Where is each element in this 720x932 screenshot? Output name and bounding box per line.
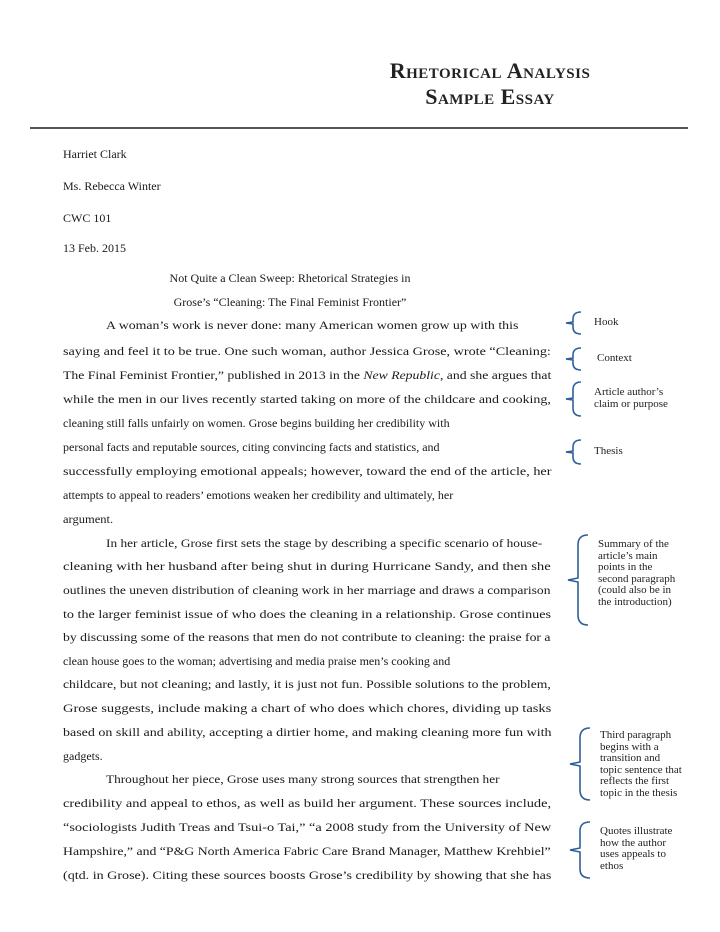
- publication-name: New Republic: [363, 368, 440, 382]
- essay-line: childcare, but not cleaning; and lastly, it is just not fun. Possible solutions to the problem,: [63, 677, 551, 691]
- annotation-third-paragraph: [600, 730, 682, 799]
- essay-line: attempts to appeal to readers’ emotions weaken her credibility and ultimately, her: [63, 488, 454, 502]
- essay-line: gadgets.: [63, 749, 103, 763]
- essay-line: cleaning with her husband after being shut in during Hurricane Sandy, and then she: [63, 559, 551, 573]
- essay-line: Hampshire,” and “P&G North America Fabric Care Brand Manager, Matthew Krehbiel”: [63, 844, 551, 858]
- author-name: Harriet Clark: [63, 147, 127, 161]
- annotation-summary-line: (could also be in: [598, 584, 672, 596]
- annotation-context: Context: [597, 352, 632, 364]
- annotation-summary-line: the introduction): [598, 595, 672, 608]
- course-name: CWC 101: [63, 211, 112, 225]
- annotation-summary-line: points in the: [598, 561, 653, 573]
- annotation-summary-line: second paragraph: [598, 572, 676, 585]
- annotation-quotes-line: how the author: [600, 836, 666, 849]
- essay-line: while the men in our lives recently started taking on more of the childcare and cooking,: [63, 392, 551, 406]
- essay-title-line-1: Not Quite a Clean Sweep: Rhetorical Strategies in: [169, 271, 411, 285]
- annotation-summary: [598, 539, 675, 608]
- annotation-summary-line: Summary of the: [598, 538, 669, 550]
- essay-line: personal facts and reputable sources, citing convincing facts and statistics, and: [63, 440, 440, 454]
- essay-line: successfully employing emotional appeals; however, toward the end of the article, her: [63, 464, 552, 478]
- essay-line: saying and feel it to be true. One such woman, author Jessica Grose, wrote “Cleaning:: [63, 344, 551, 358]
- essay-line: argument.: [63, 512, 114, 526]
- annotation-quotes: [600, 826, 672, 872]
- essay-line: Grose suggests, include making a chart of who does which chores, dividing up tasks: [63, 701, 552, 715]
- summary-bracket: [568, 535, 588, 625]
- title-line-2: Sample Essay: [425, 84, 555, 109]
- essay-line: by discussing some of the reasons that men do not contribute to cleaning: the praise for a: [63, 630, 551, 644]
- third-paragraph-bracket: [570, 728, 590, 800]
- hook-bracket: [566, 312, 581, 334]
- annotation-thesis: Thesis: [594, 445, 623, 457]
- annotation-quotes-line: uses appeals to: [600, 848, 666, 860]
- annotation-third-paragraph-line: reflects the first: [600, 775, 670, 787]
- essay-line: “sociologists Judith Treas and Tsui-o Tai,” “a 2008 study from the University of New: [63, 820, 552, 834]
- annotation-claim-line: claim or purpose: [594, 397, 668, 410]
- essay-date: 13 Feb. 2015: [63, 241, 126, 255]
- annotation-third-paragraph-line: Third paragraph: [600, 729, 672, 741]
- essay-line: clean house goes to the woman; advertising and media praise men’s cooking and: [63, 654, 451, 668]
- quotes-bracket: [570, 822, 590, 878]
- essay-line: based on skill and ability, accepting a dirtier home, and making cleaning more fun with: [63, 725, 552, 739]
- essay-line: A woman’s work is never done: many American women grow up with this: [106, 318, 519, 332]
- essay-line: (qtd. in Grose). Citing these sources boosts Grose’s credibility by showing that she has: [63, 868, 552, 882]
- essay-line: outlines the uneven distribution of cleaning work in her marriage and draws a comparison: [63, 583, 551, 597]
- annotation-third-paragraph-line: topic sentence that: [600, 763, 682, 776]
- annotation-hook: Hook: [594, 316, 619, 328]
- context-bracket: [566, 348, 581, 370]
- thesis-bracket: [566, 440, 581, 464]
- claim-bracket: [566, 382, 581, 416]
- annotation-summary-line: article’s main: [598, 549, 658, 562]
- essay-line: to the larger feminist issue of who does the cleaning in a relationship. Grose continues: [63, 607, 552, 621]
- annotation-third-paragraph-line: transition and: [600, 752, 661, 764]
- annotation-third-paragraph-line: begins with a: [600, 740, 659, 753]
- essay-line: credibility and appeal to ethos, as well as build her argument. These sources include,: [63, 796, 552, 810]
- instructor-name: Ms. Rebecca Winter: [63, 179, 161, 193]
- essay-line: In her article, Grose first sets the stage by describing a specific scenario of house-: [106, 536, 543, 550]
- essay-line: Throughout her piece, Grose uses many strong sources that strengthen her: [106, 772, 500, 786]
- essay-title-line-2: Grose’s “Cleaning: The Final Feminist Frontier”: [173, 295, 407, 309]
- annotation-quotes-line: Quotes illustrate: [600, 825, 673, 837]
- annotation-claim: [594, 387, 668, 410]
- annotation-quotes-line: ethos: [600, 859, 624, 872]
- title-line-1: Rhetorical Analysis: [389, 58, 591, 83]
- annotation-claim-line: Article author’s: [594, 386, 664, 398]
- annotation-third-paragraph-line: topic in the thesis: [600, 786, 678, 799]
- essay-line: The Final Feminist Frontier,” published in 2013 in the New Republic, and she argues that: [63, 368, 552, 382]
- essay-line: cleaning still falls unfairly on women. Grose begins building her credibility with: [63, 416, 450, 430]
